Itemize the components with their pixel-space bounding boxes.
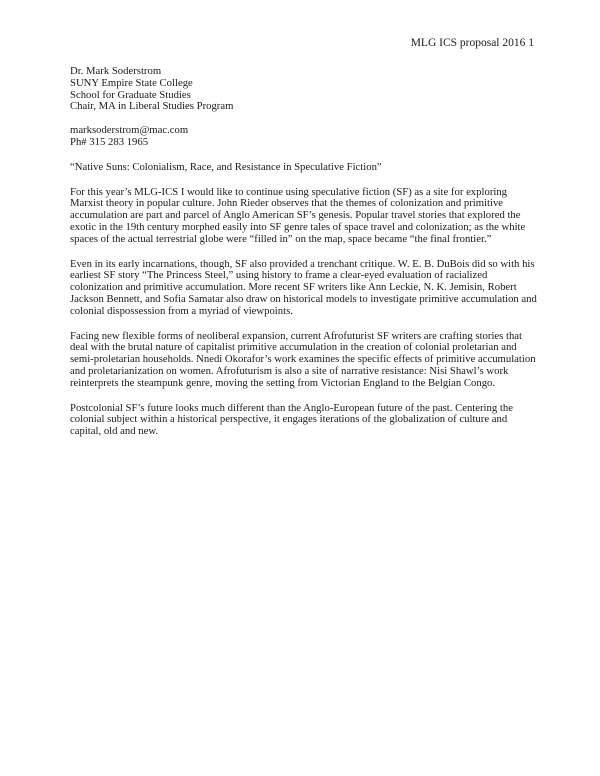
email-address: marksoderstrom@mac.com — [70, 124, 189, 137]
recipient-address — [70, 66, 540, 113]
spacer — [70, 390, 540, 403]
paragraph-critique: Even in its early incarnations, though, SF also provided a trenchant critique. W. E. B. DuBois did so with his earliest SF story “The Princess Steel,” using history to frame a clear-eyed evaluation of racialized colonization and primitive accumulation. More recent SF writers like Ann Leckie, N. K. Jemisin, Robert Jackson Bennett, and Sofia Samatar also draw on historical models to investigate primitive accumulation and colonial dispossession from a myriad of viewpoints. — [70, 257, 537, 317]
phone-number: Ph# 315 283 1965 — [70, 135, 149, 148]
proposal-title: “Native Suns: Colonialism, Race, and Resistance in Speculative Fiction” — [70, 160, 382, 173]
spacer — [70, 318, 540, 331]
spacer — [70, 174, 540, 187]
running-header: MLG ICS proposal 2016 1 — [410, 37, 534, 49]
recipient-name: Dr. Mark Soderstrom — [70, 65, 162, 77]
recipient-institution: SUNY Empire State College — [70, 76, 193, 89]
paragraph-postcolonial: Postcolonial SF’s future looks much different than the Anglo-European future of the past. Centering the colonial subject within a historical perspective, it engages iterations of the globalization of culture and capital, old and new. — [70, 401, 513, 438]
spacer — [70, 149, 540, 162]
recipient-school: School for Graduate Studies — [70, 88, 191, 101]
spacer — [70, 246, 540, 259]
letter-body — [70, 66, 540, 438]
paragraph-afrofuturism: Facing new flexible forms of neoliberal expansion, current Afrofuturist SF writers are crafting stories that deal with the brutal nature of capitalist primitive accumulation in the creation of colonial proletarian and semi-proletarian households. Nnedi Okorafor’s work examines the specific effects of primitive accumulation and proletarianization on women. Afrofuturism is also a site of narrative resistance: Nisi Shawl’s work reinterprets the steampunk genre, moving the setting from Victorian England to the Belgian Congo. — [70, 329, 536, 389]
contact-info — [70, 125, 540, 149]
recipient-position: Chair, MA in Liberal Studies Program — [70, 100, 234, 113]
paragraph-intro: For this year’s MLG-ICS I would like to continue using speculative fiction (SF) as a site for exploring Marxist theory in popular culture. John Rieder observes that the themes of colonization and primitive accumulation are part and parcel of Anglo American SF’s genesis. Popular travel stories that explored the exotic in the 19th century morphed easily into SF genre tales of space travel and colonization; as the white spaces of the actual terrestrial globe were “filled in” on the map, space became “the final frontier.” — [70, 185, 526, 245]
